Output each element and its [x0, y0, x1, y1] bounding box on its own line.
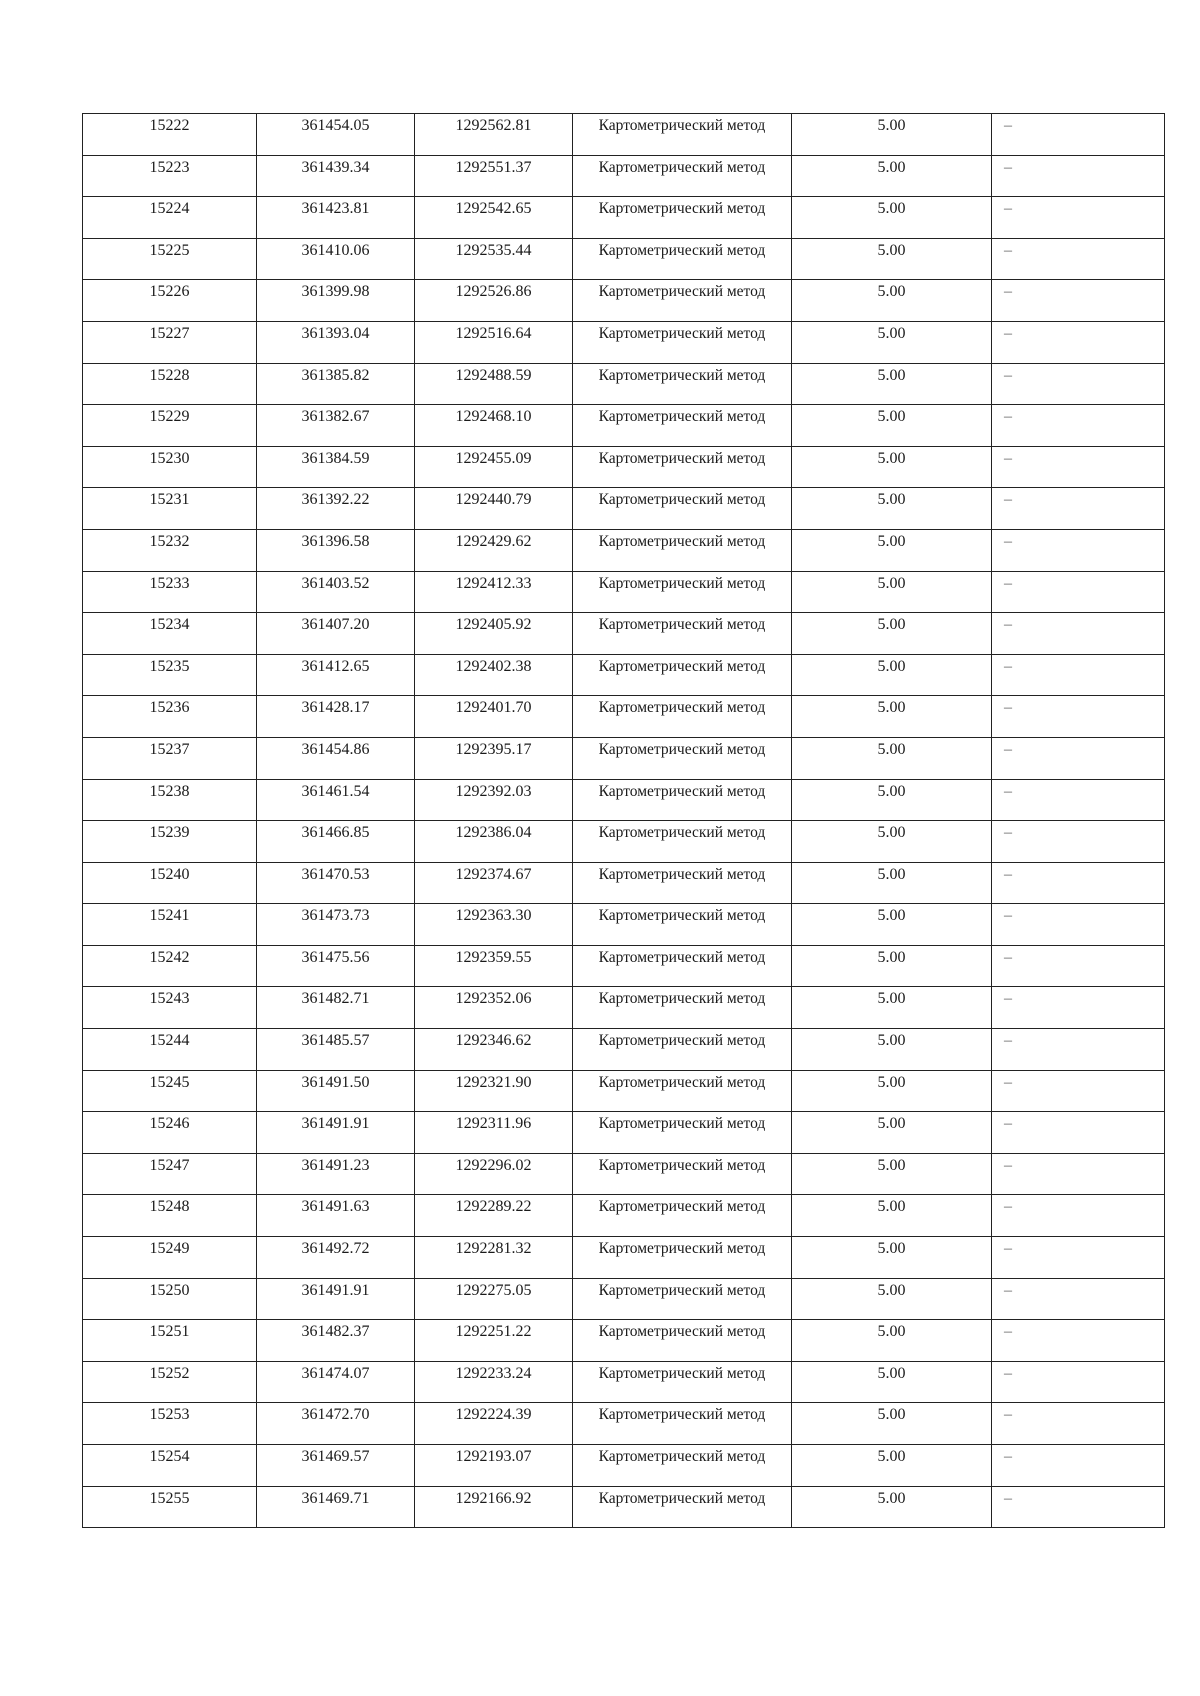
table-row — [83, 363, 1165, 405]
y-coordinate-cell: 1292359.55 — [415, 945, 573, 987]
accuracy-cell: 5.00 — [792, 1278, 992, 1320]
y-coordinate-cell: 1292224.39 — [415, 1403, 573, 1445]
point-number-cell: 15254 — [83, 1445, 257, 1487]
accuracy-cell: 5.00 — [792, 1195, 992, 1237]
accuracy-cell: 5.00 — [792, 363, 992, 405]
note-cell: – — [992, 363, 1165, 405]
y-coordinate-cell: 1292386.04 — [415, 821, 573, 863]
point-number-cell: 15240 — [83, 862, 257, 904]
x-coordinate-cell: 361396.58 — [257, 529, 415, 571]
table-row — [83, 987, 1165, 1029]
table-body — [83, 114, 1165, 1528]
table-row — [83, 862, 1165, 904]
accuracy-cell: 5.00 — [792, 904, 992, 946]
method-cell: Картометрический метод — [573, 446, 792, 488]
accuracy-cell: 5.00 — [792, 1403, 992, 1445]
method-cell: Картометрический метод — [573, 1237, 792, 1279]
table-row — [83, 114, 1165, 156]
table-row — [83, 1445, 1165, 1487]
x-coordinate-cell: 361399.98 — [257, 280, 415, 322]
point-number-cell: 15233 — [83, 571, 257, 613]
x-coordinate-cell: 361407.20 — [257, 613, 415, 655]
x-coordinate-cell: 361466.85 — [257, 821, 415, 863]
table-row — [83, 696, 1165, 738]
y-coordinate-cell: 1292374.67 — [415, 862, 573, 904]
point-number-cell: 15244 — [83, 1029, 257, 1071]
table-row — [83, 1486, 1165, 1528]
point-number-cell: 15250 — [83, 1278, 257, 1320]
note-cell: – — [992, 488, 1165, 530]
point-number-cell: 15255 — [83, 1486, 257, 1528]
method-cell: Картометрический метод — [573, 155, 792, 197]
note-cell: – — [992, 1029, 1165, 1071]
accuracy-cell: 5.00 — [792, 571, 992, 613]
accuracy-cell: 5.00 — [792, 1070, 992, 1112]
x-coordinate-cell: 361482.71 — [257, 987, 415, 1029]
note-cell: – — [992, 1070, 1165, 1112]
x-coordinate-cell: 361474.07 — [257, 1361, 415, 1403]
y-coordinate-cell: 1292535.44 — [415, 238, 573, 280]
method-cell: Картометрический метод — [573, 613, 792, 655]
accuracy-cell: 5.00 — [792, 862, 992, 904]
method-cell: Картометрический метод — [573, 571, 792, 613]
point-number-cell: 15232 — [83, 529, 257, 571]
accuracy-cell: 5.00 — [792, 1029, 992, 1071]
table-row — [83, 821, 1165, 863]
note-cell: – — [992, 1278, 1165, 1320]
x-coordinate-cell: 361491.63 — [257, 1195, 415, 1237]
method-cell: Картометрический метод — [573, 987, 792, 1029]
point-number-cell: 15229 — [83, 405, 257, 447]
note-cell: – — [992, 1361, 1165, 1403]
table-row — [83, 1112, 1165, 1154]
method-cell: Картометрический метод — [573, 114, 792, 156]
x-coordinate-cell: 361423.81 — [257, 197, 415, 239]
table-row — [83, 1403, 1165, 1445]
point-number-cell: 15236 — [83, 696, 257, 738]
method-cell: Картометрический метод — [573, 821, 792, 863]
point-number-cell: 15246 — [83, 1112, 257, 1154]
point-number-cell: 15230 — [83, 446, 257, 488]
point-number-cell: 15239 — [83, 821, 257, 863]
x-coordinate-cell: 361384.59 — [257, 446, 415, 488]
x-coordinate-cell: 361470.53 — [257, 862, 415, 904]
accuracy-cell: 5.00 — [792, 613, 992, 655]
method-cell: Картометрический метод — [573, 1278, 792, 1320]
table-row — [83, 321, 1165, 363]
point-number-cell: 15242 — [83, 945, 257, 987]
y-coordinate-cell: 1292289.22 — [415, 1195, 573, 1237]
method-cell: Картометрический метод — [573, 1445, 792, 1487]
y-coordinate-cell: 1292542.65 — [415, 197, 573, 239]
method-cell: Картометрический метод — [573, 737, 792, 779]
method-cell: Картометрический метод — [573, 321, 792, 363]
x-coordinate-cell: 361439.34 — [257, 155, 415, 197]
note-cell: – — [992, 238, 1165, 280]
note-cell: – — [992, 1486, 1165, 1528]
x-coordinate-cell: 361482.37 — [257, 1320, 415, 1362]
note-cell: – — [992, 1153, 1165, 1195]
table-row — [83, 613, 1165, 655]
note-cell: – — [992, 987, 1165, 1029]
x-coordinate-cell: 361491.91 — [257, 1112, 415, 1154]
method-cell: Картометрический метод — [573, 1320, 792, 1362]
point-number-cell: 15245 — [83, 1070, 257, 1112]
table-row — [83, 197, 1165, 239]
accuracy-cell: 5.00 — [792, 446, 992, 488]
table-row — [83, 529, 1165, 571]
accuracy-cell: 5.00 — [792, 1153, 992, 1195]
table-row — [83, 1070, 1165, 1112]
note-cell: – — [992, 613, 1165, 655]
table-row — [83, 737, 1165, 779]
x-coordinate-cell: 361385.82 — [257, 363, 415, 405]
note-cell: – — [992, 821, 1165, 863]
note-cell: – — [992, 696, 1165, 738]
method-cell: Картометрический метод — [573, 1112, 792, 1154]
y-coordinate-cell: 1292516.64 — [415, 321, 573, 363]
x-coordinate-cell: 361485.57 — [257, 1029, 415, 1071]
point-number-cell: 15235 — [83, 654, 257, 696]
point-number-cell: 15234 — [83, 613, 257, 655]
method-cell: Картометрический метод — [573, 529, 792, 571]
table-row — [83, 654, 1165, 696]
y-coordinate-cell: 1292412.33 — [415, 571, 573, 613]
note-cell: – — [992, 904, 1165, 946]
y-coordinate-cell: 1292455.09 — [415, 446, 573, 488]
method-cell: Картометрический метод — [573, 779, 792, 821]
x-coordinate-cell: 361491.91 — [257, 1278, 415, 1320]
table-row — [83, 779, 1165, 821]
accuracy-cell: 5.00 — [792, 114, 992, 156]
y-coordinate-cell: 1292401.70 — [415, 696, 573, 738]
x-coordinate-cell: 361469.71 — [257, 1486, 415, 1528]
x-coordinate-cell: 361473.73 — [257, 904, 415, 946]
note-cell: – — [992, 737, 1165, 779]
y-coordinate-cell: 1292402.38 — [415, 654, 573, 696]
method-cell: Картометрический метод — [573, 696, 792, 738]
x-coordinate-cell: 361392.22 — [257, 488, 415, 530]
note-cell: – — [992, 1237, 1165, 1279]
y-coordinate-cell: 1292321.90 — [415, 1070, 573, 1112]
point-number-cell: 15223 — [83, 155, 257, 197]
table-row — [83, 904, 1165, 946]
y-coordinate-cell: 1292405.92 — [415, 613, 573, 655]
accuracy-cell: 5.00 — [792, 321, 992, 363]
accuracy-cell: 5.00 — [792, 238, 992, 280]
point-number-cell: 15253 — [83, 1403, 257, 1445]
y-coordinate-cell: 1292275.05 — [415, 1278, 573, 1320]
y-coordinate-cell: 1292233.24 — [415, 1361, 573, 1403]
accuracy-cell: 5.00 — [792, 405, 992, 447]
table-row — [83, 1195, 1165, 1237]
method-cell: Картометрический метод — [573, 1403, 792, 1445]
x-coordinate-cell: 361382.67 — [257, 405, 415, 447]
table-row — [83, 571, 1165, 613]
method-cell: Картометрический метод — [573, 904, 792, 946]
y-coordinate-cell: 1292562.81 — [415, 114, 573, 156]
method-cell: Картометрический метод — [573, 1153, 792, 1195]
note-cell: – — [992, 862, 1165, 904]
table-row — [83, 155, 1165, 197]
table-row — [83, 1029, 1165, 1071]
note-cell: – — [992, 1445, 1165, 1487]
x-coordinate-cell: 361472.70 — [257, 1403, 415, 1445]
y-coordinate-cell: 1292440.79 — [415, 488, 573, 530]
y-coordinate-cell: 1292193.07 — [415, 1445, 573, 1487]
note-cell: – — [992, 1195, 1165, 1237]
accuracy-cell: 5.00 — [792, 1320, 992, 1362]
point-number-cell: 15237 — [83, 737, 257, 779]
accuracy-cell: 5.00 — [792, 1486, 992, 1528]
method-cell: Картометрический метод — [573, 862, 792, 904]
note-cell: – — [992, 779, 1165, 821]
note-cell: – — [992, 654, 1165, 696]
method-cell: Картометрический метод — [573, 945, 792, 987]
point-number-cell: 15248 — [83, 1195, 257, 1237]
x-coordinate-cell: 361461.54 — [257, 779, 415, 821]
note-cell: – — [992, 571, 1165, 613]
x-coordinate-cell: 361491.23 — [257, 1153, 415, 1195]
point-number-cell: 15227 — [83, 321, 257, 363]
accuracy-cell: 5.00 — [792, 821, 992, 863]
point-number-cell: 15251 — [83, 1320, 257, 1362]
x-coordinate-cell: 361491.50 — [257, 1070, 415, 1112]
y-coordinate-cell: 1292429.62 — [415, 529, 573, 571]
coordinates-table — [82, 113, 1165, 1528]
point-number-cell: 15228 — [83, 363, 257, 405]
point-number-cell: 15241 — [83, 904, 257, 946]
method-cell: Картометрический метод — [573, 363, 792, 405]
method-cell: Картометрический метод — [573, 654, 792, 696]
x-coordinate-cell: 361492.72 — [257, 1237, 415, 1279]
note-cell: – — [992, 529, 1165, 571]
note-cell: – — [992, 114, 1165, 156]
note-cell: – — [992, 1403, 1165, 1445]
accuracy-cell: 5.00 — [792, 1112, 992, 1154]
note-cell: – — [992, 1320, 1165, 1362]
note-cell: – — [992, 446, 1165, 488]
table-row — [83, 405, 1165, 447]
y-coordinate-cell: 1292526.86 — [415, 280, 573, 322]
accuracy-cell: 5.00 — [792, 779, 992, 821]
point-number-cell: 15231 — [83, 488, 257, 530]
y-coordinate-cell: 1292311.96 — [415, 1112, 573, 1154]
table-row — [83, 1237, 1165, 1279]
method-cell: Картометрический метод — [573, 405, 792, 447]
x-coordinate-cell: 361412.65 — [257, 654, 415, 696]
table-row — [83, 1153, 1165, 1195]
table-row — [83, 945, 1165, 987]
method-cell: Картометрический метод — [573, 1029, 792, 1071]
accuracy-cell: 5.00 — [792, 1361, 992, 1403]
accuracy-cell: 5.00 — [792, 280, 992, 322]
x-coordinate-cell: 361428.17 — [257, 696, 415, 738]
accuracy-cell: 5.00 — [792, 155, 992, 197]
point-number-cell: 15226 — [83, 280, 257, 322]
point-number-cell: 15249 — [83, 1237, 257, 1279]
note-cell: – — [992, 321, 1165, 363]
method-cell: Картометрический метод — [573, 1070, 792, 1112]
accuracy-cell: 5.00 — [792, 654, 992, 696]
y-coordinate-cell: 1292166.92 — [415, 1486, 573, 1528]
point-number-cell: 15243 — [83, 987, 257, 1029]
y-coordinate-cell: 1292468.10 — [415, 405, 573, 447]
x-coordinate-cell: 361475.56 — [257, 945, 415, 987]
table-row — [83, 1320, 1165, 1362]
method-cell: Картометрический метод — [573, 238, 792, 280]
x-coordinate-cell: 361393.04 — [257, 321, 415, 363]
point-number-cell: 15252 — [83, 1361, 257, 1403]
accuracy-cell: 5.00 — [792, 945, 992, 987]
table-row — [83, 446, 1165, 488]
method-cell: Картометрический метод — [573, 1361, 792, 1403]
accuracy-cell: 5.00 — [792, 737, 992, 779]
accuracy-cell: 5.00 — [792, 987, 992, 1029]
note-cell: – — [992, 1112, 1165, 1154]
method-cell: Картометрический метод — [573, 1195, 792, 1237]
y-coordinate-cell: 1292395.17 — [415, 737, 573, 779]
x-coordinate-cell: 361410.06 — [257, 238, 415, 280]
method-cell: Картометрический метод — [573, 1486, 792, 1528]
point-number-cell: 15224 — [83, 197, 257, 239]
x-coordinate-cell: 361454.05 — [257, 114, 415, 156]
method-cell: Картометрический метод — [573, 280, 792, 322]
note-cell: – — [992, 197, 1165, 239]
point-number-cell: 15238 — [83, 779, 257, 821]
table-row — [83, 1278, 1165, 1320]
y-coordinate-cell: 1292346.62 — [415, 1029, 573, 1071]
y-coordinate-cell: 1292363.30 — [415, 904, 573, 946]
x-coordinate-cell: 361403.52 — [257, 571, 415, 613]
y-coordinate-cell: 1292296.02 — [415, 1153, 573, 1195]
accuracy-cell: 5.00 — [792, 197, 992, 239]
point-number-cell: 15222 — [83, 114, 257, 156]
note-cell: – — [992, 155, 1165, 197]
x-coordinate-cell: 361469.57 — [257, 1445, 415, 1487]
table-row — [83, 238, 1165, 280]
y-coordinate-cell: 1292488.59 — [415, 363, 573, 405]
y-coordinate-cell: 1292392.03 — [415, 779, 573, 821]
y-coordinate-cell: 1292352.06 — [415, 987, 573, 1029]
table-row — [83, 1361, 1165, 1403]
accuracy-cell: 5.00 — [792, 696, 992, 738]
x-coordinate-cell: 361454.86 — [257, 737, 415, 779]
accuracy-cell: 5.00 — [792, 488, 992, 530]
y-coordinate-cell: 1292281.32 — [415, 1237, 573, 1279]
table-row — [83, 488, 1165, 530]
table-row — [83, 280, 1165, 322]
note-cell: – — [992, 945, 1165, 987]
y-coordinate-cell: 1292551.37 — [415, 155, 573, 197]
y-coordinate-cell: 1292251.22 — [415, 1320, 573, 1362]
point-number-cell: 15225 — [83, 238, 257, 280]
accuracy-cell: 5.00 — [792, 1237, 992, 1279]
accuracy-cell: 5.00 — [792, 1445, 992, 1487]
note-cell: – — [992, 405, 1165, 447]
point-number-cell: 15247 — [83, 1153, 257, 1195]
method-cell: Картометрический метод — [573, 197, 792, 239]
method-cell: Картометрический метод — [573, 488, 792, 530]
accuracy-cell: 5.00 — [792, 529, 992, 571]
note-cell: – — [992, 280, 1165, 322]
